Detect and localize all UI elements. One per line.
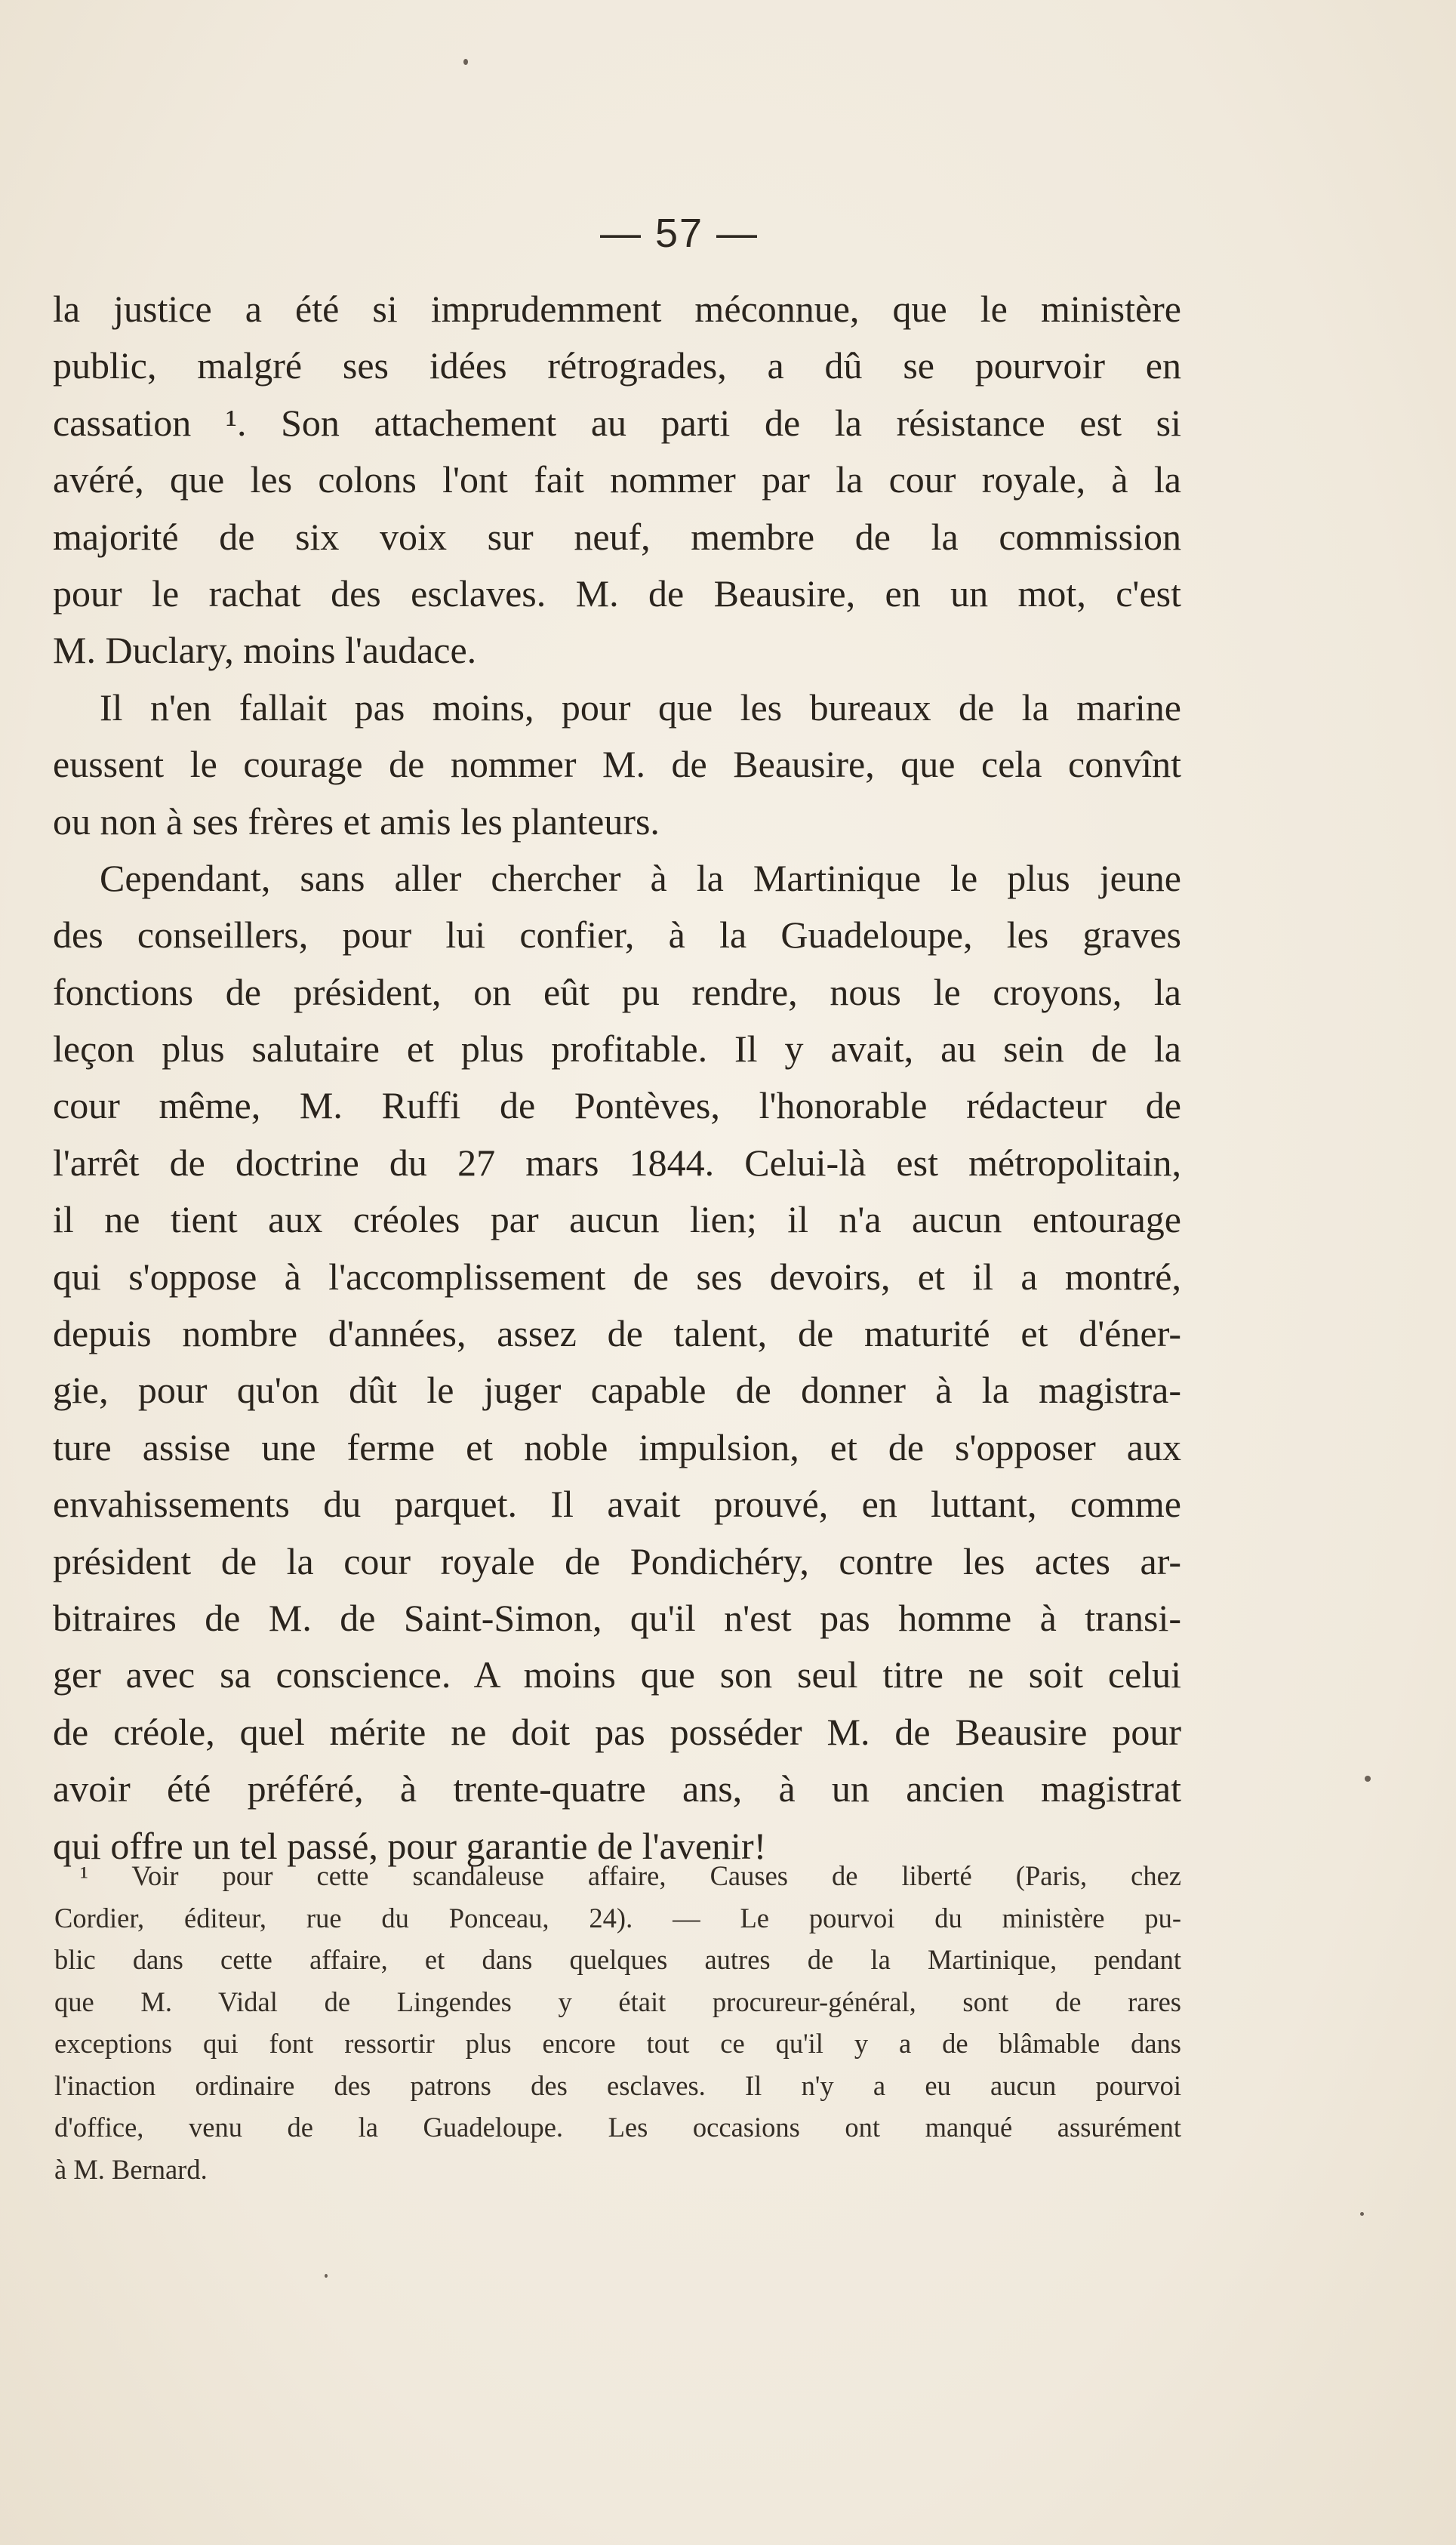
text-line: cour même, M. Ruffi de Pontèves, l'honorable rédacteur de (53, 1084, 1181, 1127)
ink-speck (1360, 2212, 1364, 2216)
text-line: leçon plus salutaire et plus profitable. Il y avait, au sein de la (53, 1028, 1181, 1071)
text-line: envahissements du parquet. Il avait prouvé, en luttant, comme (53, 1483, 1181, 1526)
text-line: bitraires de M. de Saint-Simon, qu'il n'est pas homme à transi- (53, 1596, 1181, 1639)
ink-speck (325, 2274, 328, 2278)
text-line: gie, pour qu'on dût le juger capable de donner à la magistra- (53, 1369, 1181, 1412)
footnote-line: blic dans cette affaire, et dans quelques autres de la Martinique, pendant (54, 1944, 1181, 1975)
footnote-line: d'office, venu de la Guadeloupe. Les occasions ont manqué assurément (54, 2112, 1181, 2143)
text-line: fonctions de président, on eût pu rendre, nous le croyons, la (53, 970, 1181, 1013)
text-line: qui offre un tel passé, pour garantie de l'avenir! (53, 1824, 767, 1867)
text-line: cassation ¹. Son attachement au parti de la résistance est si (53, 401, 1181, 444)
text-line: eussent le courage de nommer M. de Beausire, que cela convînt (53, 743, 1181, 786)
text-line: l'arrêt de doctrine du 27 mars 1844. Celui-là est métropolitain, (53, 1141, 1181, 1184)
text-line: depuis nombre d'années, assez de talent, de maturité et d'éner- (53, 1312, 1181, 1355)
text-line: qui s'oppose à l'accomplissement de ses devoirs, et il a montré, (53, 1255, 1181, 1298)
footnote-line: ¹ Voir pour cette scandaleuse affaire, Causes de liberté (Paris, chez (80, 1860, 1181, 1891)
body-text (53, 281, 1181, 1875)
text-line: des conseillers, pour lui confier, à la Guadeloupe, les graves (53, 914, 1181, 957)
page-number: — 57 — (599, 211, 759, 256)
footnote-line: à M. Bernard. (54, 2153, 208, 2185)
footnote-line: l'inaction ordinaire des patrons des esclaves. Il n'y a eu aucun pourvoi (54, 2069, 1181, 2101)
text-line: ger avec sa conscience. A moins que son seul titre ne soit celui (53, 1653, 1181, 1696)
text-line: avoir été préféré, à trente-quatre ans, à un ancien magistrat (53, 1767, 1181, 1810)
ink-speck (463, 59, 468, 65)
footnote (54, 1855, 1181, 2190)
text-line: Cependant, sans aller chercher à la Martinique le plus jeune (100, 856, 1181, 899)
text-line: avéré, que les colons l'ont fait nommer par la cour royale, à la (53, 458, 1181, 501)
text-line: il ne tient aux créoles par aucun lien; il n'a aucun entourage (53, 1198, 1181, 1241)
footnote-line: Cordier, éditeur, rue du Ponceau, 24). — Le pourvoi du ministère pu- (54, 1902, 1181, 1933)
text-line: ture assise une ferme et noble impulsion, et de s'opposer aux (53, 1425, 1181, 1468)
text-line: de créole, quel mérite ne doit pas posséder M. de Beausire pour (53, 1710, 1181, 1753)
text-line: public, malgré ses idées rétrogrades, a dû se pourvoir en (53, 344, 1181, 387)
text-line: la justice a été si imprudemment méconnue, que le ministère (53, 288, 1181, 330)
footnote-line: que M. Vidal de Lingendes y était procureur-général, sont de rares (54, 1986, 1181, 2017)
text-line: M. Duclary, moins l'audace. (53, 629, 477, 672)
text-line: Il n'en fallait pas moins, pour que les bureaux de la marine (100, 686, 1181, 729)
ink-speck (1365, 1776, 1371, 1782)
footnote-line: exceptions qui font ressortir plus encore tout ce qu'il y a de blâmable dans (54, 2028, 1181, 2059)
text-line: majorité de six voix sur neuf, membre de la commission (53, 515, 1181, 558)
text-line: pour le rachat des esclaves. M. de Beausire, en un mot, c'est (53, 572, 1181, 615)
text-line: président de la cour royale de Pondichéry, contre les actes ar- (53, 1539, 1181, 1582)
text-line: ou non à ses frères et amis les planteurs. (53, 800, 660, 843)
